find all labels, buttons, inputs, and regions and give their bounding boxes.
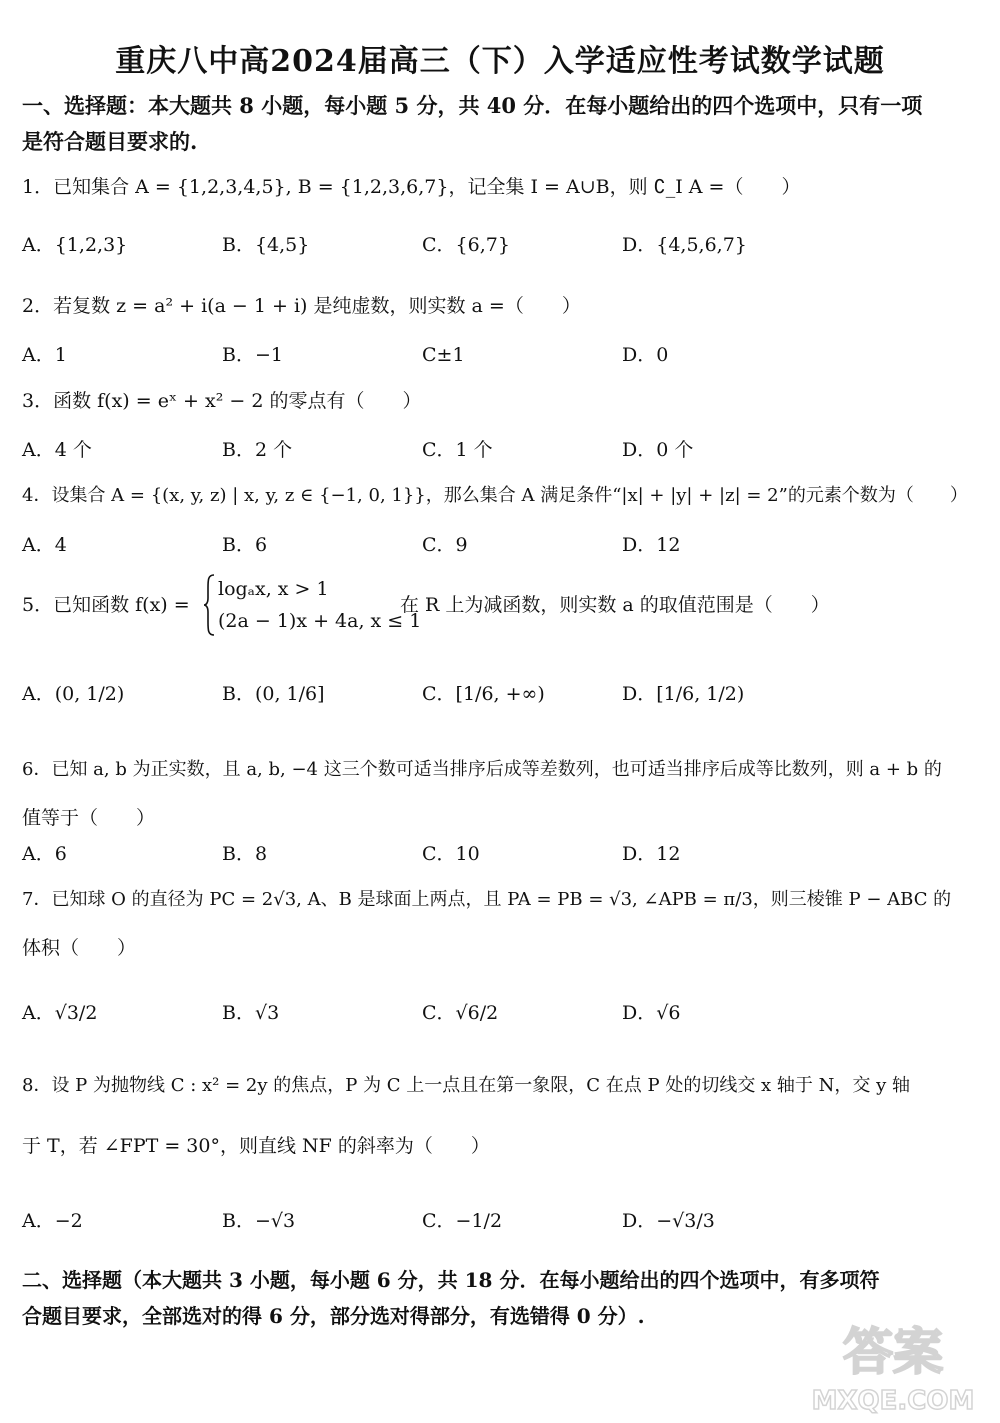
- q1-option-a: A．{1,2,3}: [22, 234, 128, 256]
- q5-option-c: C．[1/6, +∞): [422, 683, 545, 705]
- question-1-stem: 1．已知集合 A = {1,2,3,4,5}, B = {1,2,3,6,7}，记全集 I = A∪B，则 ∁_I A =（ ）: [22, 176, 801, 198]
- section1-line1: 一、选择题：本大题共 8 小题，每小题 5 分，共 40 分．在每小题给出的四个选项中，只有一项: [22, 93, 923, 118]
- svg-text:答案: 答案: [843, 1323, 943, 1381]
- question-8-stem-line2: 于 T，若 ∠FPT = 30°，则直线 NF 的斜率为（ ）: [22, 1135, 490, 1157]
- q8-option-a: A．−2: [22, 1210, 83, 1232]
- q1-option-b: B．{4,5}: [222, 234, 310, 256]
- question-6-stem-line1: 6．已知 a, b 为正实数，且 a, b, −4 这三个数可适当排序后成等差数列，也可适当排序后成等比数列，则 a + b 的: [22, 759, 942, 780]
- q1-option-d: D．{4,5,6,7}: [622, 234, 747, 256]
- q5-option-b: B．(0, 1/6]: [222, 683, 325, 705]
- q2-option-a: A．1: [22, 344, 67, 366]
- question-5-case-1: logₐx, x > 1: [218, 578, 329, 600]
- question-7-stem-line1: 7．已知球 O 的直径为 PC = 2√3, A、B 是球面上两点，且 PA = PB = √3, ∠APB = π/3，则三棱锥 P − ABC 的: [22, 889, 952, 910]
- question-2-stem: 2．若复数 z = a² + i(a − 1 + i) 是纯虚数，则实数 a =（ ）: [22, 295, 581, 317]
- q7-option-b: B．√3: [222, 1002, 280, 1024]
- q6-option-c: C．10: [422, 843, 480, 865]
- section2-line1: 二、选择题（本大题共 3 小题，每小题 6 分，共 18 分．在每小题给出的四个选项中，有多项符: [22, 1268, 880, 1292]
- q8-option-c: C．−1/2: [422, 1210, 503, 1232]
- q3-option-d: D．0 个: [622, 439, 694, 461]
- piecewise-brace: [203, 574, 215, 636]
- q4-option-d: D．12: [622, 534, 681, 556]
- q3-option-c: C．1 个: [422, 439, 493, 461]
- q7-option-a: A．√3/2: [22, 1002, 98, 1024]
- q6-option-d: D．12: [622, 843, 681, 865]
- q5-option-a: A．(0, 1/2): [22, 683, 125, 705]
- q7-option-d: D．√6: [622, 1002, 681, 1024]
- q8-option-d: D．−√3/3: [622, 1210, 715, 1232]
- question-5-stem-suffix: 在 R 上为减函数，则实数 a 的取值范围是（ ）: [400, 594, 830, 616]
- q2-option-d: D．0: [622, 344, 669, 366]
- watermark-logo: [798, 1307, 988, 1417]
- q8-option-b: B．−√3: [222, 1210, 296, 1232]
- q6-option-a: A．6: [22, 843, 67, 865]
- q3-option-b: B．2 个: [222, 439, 293, 461]
- question-8-stem-line1: 8．设 P 为抛物线 C : x² = 2y 的焦点，P 为 C 上一点且在第一象限，C 在点 P 处的切线交 x 轴于 N，交 y 轴: [22, 1075, 911, 1096]
- question-5-case-2: (2a − 1)x + 4a, x ≤ 1: [218, 610, 422, 632]
- q2-option-b: B．−1: [222, 344, 283, 366]
- question-5-stem-prefix: 5．已知函数 f(x) =: [22, 594, 190, 616]
- question-4-stem: 4．设集合 A = {(x, y, z) | x, y, z ∈ {−1, 0, 1}}，那么集合 A 满足条件“|x| + |y| + |z| = 2”的元素个数为（ ）: [22, 485, 968, 506]
- q3-option-a: A．4 个: [22, 439, 92, 461]
- section1-line2: 是符合题目要求的.: [22, 129, 198, 154]
- q4-option-a: A．4: [22, 534, 67, 556]
- question-3-stem: 3．函数 f(x) = eˣ + x² − 2 的零点有（ ）: [22, 390, 422, 412]
- q4-option-c: C．9: [422, 534, 468, 556]
- q2-option-c: C±1: [422, 344, 465, 366]
- question-7-stem-line2: 体积（ ）: [22, 937, 137, 959]
- page-title: 重庆八中高2024届高三（下）入学适应性考试数学试题: [115, 44, 885, 79]
- svg-text:MXQE.COM: MXQE.COM: [811, 1386, 975, 1416]
- q4-option-b: B．6: [222, 534, 268, 556]
- q5-option-d: D．[1/6, 1/2): [622, 683, 745, 705]
- q1-option-c: C．{6,7}: [422, 234, 510, 256]
- question-6-stem-line2: 值等于（ ）: [22, 807, 156, 829]
- section2-line2: 合题目要求，全部选对的得 6 分，部分选对得部分，有选错得 0 分）.: [22, 1304, 645, 1328]
- q7-option-c: C．√6/2: [422, 1002, 499, 1024]
- q6-option-b: B．8: [222, 843, 268, 865]
